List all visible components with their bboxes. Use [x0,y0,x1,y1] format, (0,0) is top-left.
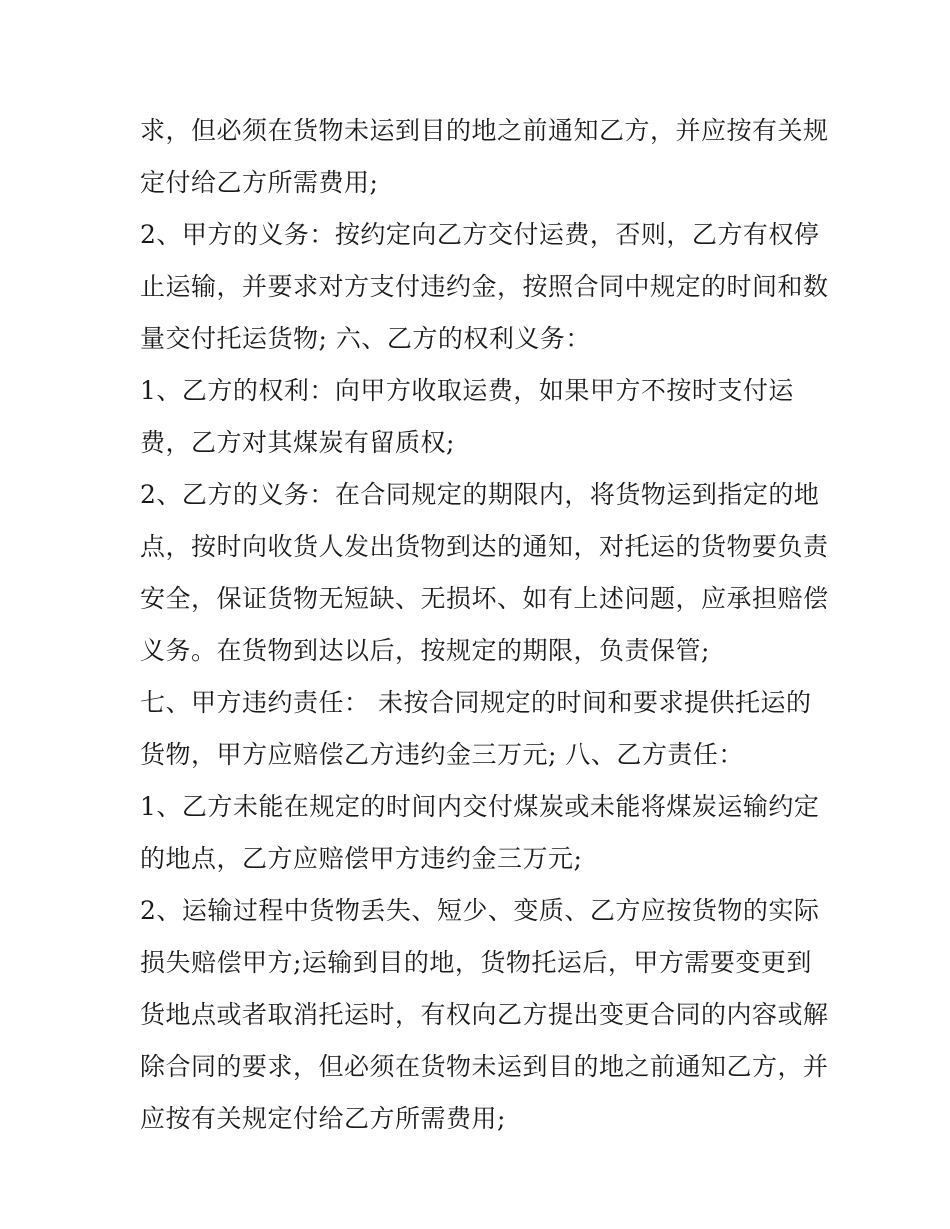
text-line: 义务。在货物到达以后，按规定的期限，负责保管; [140,636,710,665]
text-line: 安全，保证货物无短缺、无损坏、如有上述问题，应承担赔偿 [140,584,829,613]
text-line: 七、甲方违约责任： 未按合同规定的时间和要求提供托运的 [140,688,812,717]
text-line: 应按有关规定付给乙方所需费用; [140,1104,506,1133]
text-line: 量交付托运货物; 六、乙方的权利义务： [140,324,591,353]
text-line: 2、甲方的义务：按约定向乙方交付运费，否则，乙方有权停 [140,220,820,249]
text-line: 的地点，乙方应赔偿甲方违约金三万元; [140,844,583,873]
text-line: 货地点或者取消托运时，有权向乙方提出变更合同的内容或解 [140,1000,829,1029]
text-line: 止运输，并要求对方支付违约金，按照合同中规定的时间和数 [140,272,829,301]
text-line: 2、乙方的义务：在合同规定的期限内，将货物运到指定的地 [140,480,820,509]
text-line: 1、乙方的权利：向甲方收取运费，如果甲方不按时支付运 [140,376,794,405]
text-line: 1、乙方未能在规定的时间内交付煤炭或未能将煤炭运输约定 [140,792,820,821]
text-line: 点，按时向收货人发出货物到达的通知，对托运的货物要负责 [140,532,829,561]
text-line: 费，乙方对其煤炭有留质权; [140,428,455,457]
text-line: 2、运输过程中货物丢失、短少、变质、乙方应按货物的实际 [140,896,820,925]
text-line: 除合同的要求，但必须在货物未运到目的地之前通知乙方，并 [140,1052,829,1081]
text-line: 求，但必须在货物未运到目的地之前通知乙方，并应按有关规 [140,116,829,145]
text-line: 损失赔偿甲方;运输到目的地，货物托运后，甲方需要变更到 [140,948,812,977]
text-line: 定付给乙方所需费用; [140,168,379,197]
text-line: 货物，甲方应赔偿乙方违约金三万元; 八、乙方责任： [140,740,744,769]
document-body [140,105,829,1145]
